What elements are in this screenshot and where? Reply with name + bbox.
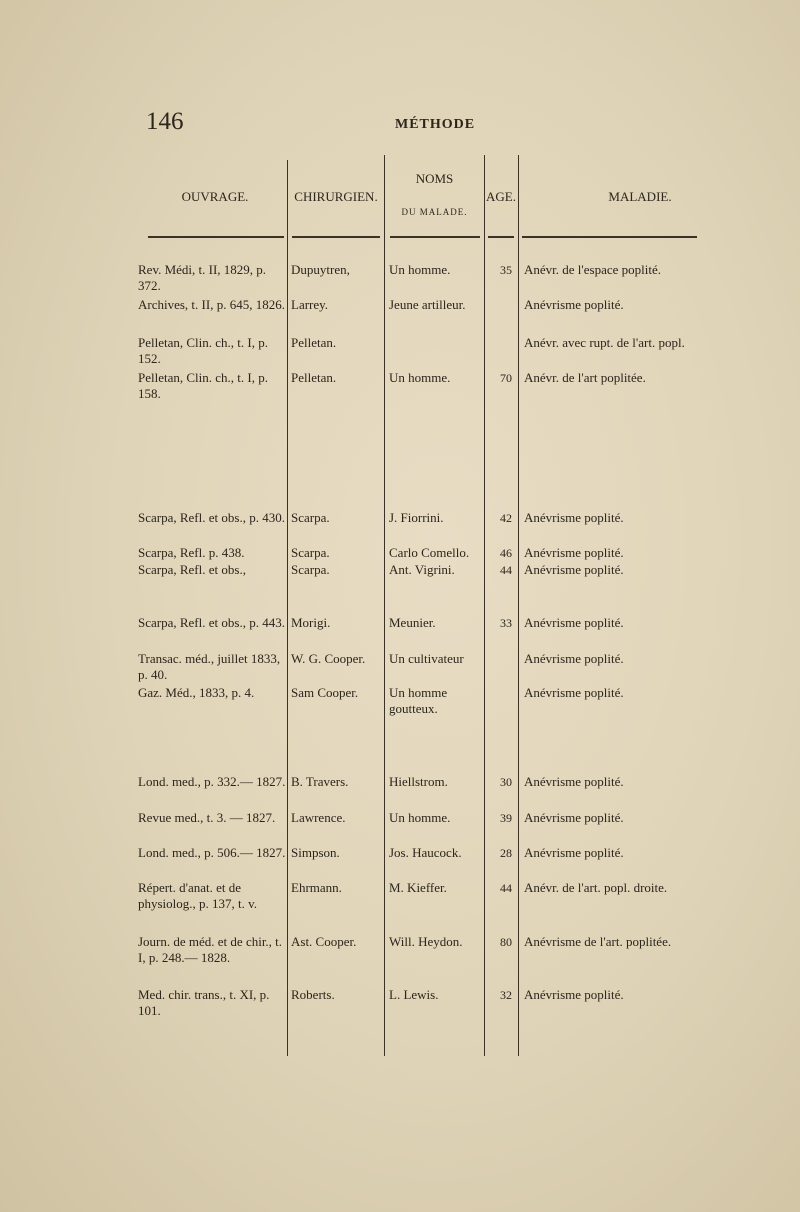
header-rule [148,236,284,238]
cell-chirurgien: Morigi. [291,615,331,630]
column-divider [518,155,519,1056]
cell-nom: Un homme goutteux. [389,685,448,716]
cell-nom: Hiellstrom. [389,774,448,789]
cell-maladie: Anévrisme poplité. [524,562,624,577]
cell-ouvrage: Journ. de méd. et de chir., t. I, p. 248.— 1828. [138,934,283,965]
cell-chirurgien: Scarpa. [291,510,330,525]
cell-age: 35 [500,263,512,277]
cell-age: 30 [500,775,512,789]
cell-ouvrage: Scarpa, Refl. p. 438. [138,545,245,560]
cell-ouvrage: Med. chir. trans., t. XI, p. 101. [138,987,270,1018]
header-maladie: MALADIE. [608,189,672,204]
cell-ouvrage: Archives, t. II, p. 645, 1826. [138,297,285,312]
column-divider [287,160,288,1056]
cell-age: 80 [500,935,512,949]
cell-maladie: Anévrisme poplité. [524,651,624,666]
cell-ouvrage: Transac. méd., juillet 1833, p. 40. [138,651,281,682]
cell-nom: L. Lewis. [389,987,439,1002]
cell-nom: Un homme. [389,370,451,385]
cell-ouvrage: Revue med., t. 3. — 1827. [138,810,276,825]
cell-ouvrage: Lond. med., p. 506.— 1827. [138,845,286,860]
cell-chirurgien: Ast. Cooper. [291,934,357,949]
cell-nom: J. Fiorrini. [389,510,444,525]
header-noms: NOMS [415,171,454,186]
page-title: MÉTHODE [395,117,476,132]
cell-nom: M. Kieffer. [389,880,447,895]
cell-chirurgien: Dupuytren, [291,262,350,277]
cell-ouvrage: Scarpa, Refl. et obs., p. 443. [138,615,285,630]
cell-ouvrage: Rev. Médi, t. II, 1829, p. 372. [138,262,267,293]
cell-chirurgien: B. Travers. [291,774,349,789]
cell-age: 39 [500,811,512,825]
cell-maladie: Anévrisme poplité. [524,810,624,825]
cell-ouvrage: Scarpa, Refl. et obs., p. 430. [138,510,285,525]
header-rule [488,236,514,238]
cell-chirurgien: W. G. Cooper. [291,651,366,666]
cell-nom: Ant. Vigrini. [389,562,455,577]
header-rule [390,236,480,238]
cell-chirurgien: Larrey. [291,297,329,312]
cell-chirurgien: Pelletan. [291,335,337,350]
cell-ouvrage: Lond. med., p. 332.— 1827. [138,774,286,789]
cell-chirurgien: Pelletan. [291,370,337,385]
cell-nom: Jeune artilleur. [389,297,466,312]
cell-maladie: Anévrisme poplité. [524,987,624,1002]
cell-chirurgien: Scarpa. [291,562,330,577]
header-chirurgien: CHIRURGIEN. [294,189,378,204]
cell-chirurgien: Simpson. [291,845,340,860]
cell-nom: Carlo Comello. [389,545,470,560]
cell-maladie: Anévr. de l'art poplitée. [524,370,646,385]
page-number: 146 [146,108,184,135]
cell-ouvrage: Pelletan, Clin. ch., t. I, p. 152. [138,335,268,366]
header-rule [292,236,380,238]
header-age: AGE. [486,189,516,204]
cell-age: 46 [500,546,512,560]
cell-chirurgien: Lawrence. [291,810,346,825]
cell-maladie: Anévr. avec rupt. de l'art. popl. [524,335,685,350]
cell-chirurgien: Ehrmann. [291,880,342,895]
cell-chirurgien: Roberts. [291,987,335,1002]
cell-chirurgien: Sam Cooper. [291,685,359,700]
cell-maladie: Anévrisme poplité. [524,545,624,560]
cell-maladie: Anévrisme de l'art. poplitée. [524,934,672,949]
header-rule [522,236,697,238]
cell-maladie: Anévrisme poplité. [524,685,624,700]
cell-ouvrage: Répert. d'anat. et de physiolog., p. 137, t. v. [138,880,258,911]
cell-age: 70 [500,371,512,385]
header-ouvrage: OUVRAGE. [181,189,249,204]
cell-maladie: Anévrisme poplité. [524,615,624,630]
cell-age: 42 [500,511,512,525]
cell-maladie: Anévrisme poplité. [524,845,624,860]
cell-maladie: Anévrisme poplité. [524,774,624,789]
cell-ouvrage: Pelletan, Clin. ch., t. I, p. 158. [138,370,268,401]
cell-ouvrage: Scarpa, Refl. et obs., [138,562,246,577]
cell-nom: Meunier. [389,615,436,630]
cell-ouvrage: Gaz. Méd., 1833, p. 4. [138,685,255,700]
cell-maladie: Anévrisme poplité. [524,297,624,312]
cell-age: 44 [500,881,512,895]
cell-maladie: Anévr. de l'espace poplité. [524,262,661,277]
cell-nom: Un homme. [389,810,451,825]
cell-age: 33 [500,616,512,630]
cell-age: 32 [500,988,512,1002]
cell-nom: Un homme. [389,262,451,277]
column-divider [384,155,385,1056]
cell-chirurgien: Scarpa. [291,545,330,560]
cell-maladie: Anévr. de l'art. popl. droite. [524,880,668,895]
cell-nom: Un cultivateur [389,651,464,666]
cell-nom: Jos. Haucock. [389,845,462,860]
header-noms-sub: DU MALADE. [401,207,468,217]
cell-maladie: Anévrisme poplité. [524,510,624,525]
column-divider [484,155,485,1056]
cell-age: 28 [500,846,512,860]
cell-nom: Will. Heydon. [389,934,463,949]
cell-age: 44 [500,563,512,577]
